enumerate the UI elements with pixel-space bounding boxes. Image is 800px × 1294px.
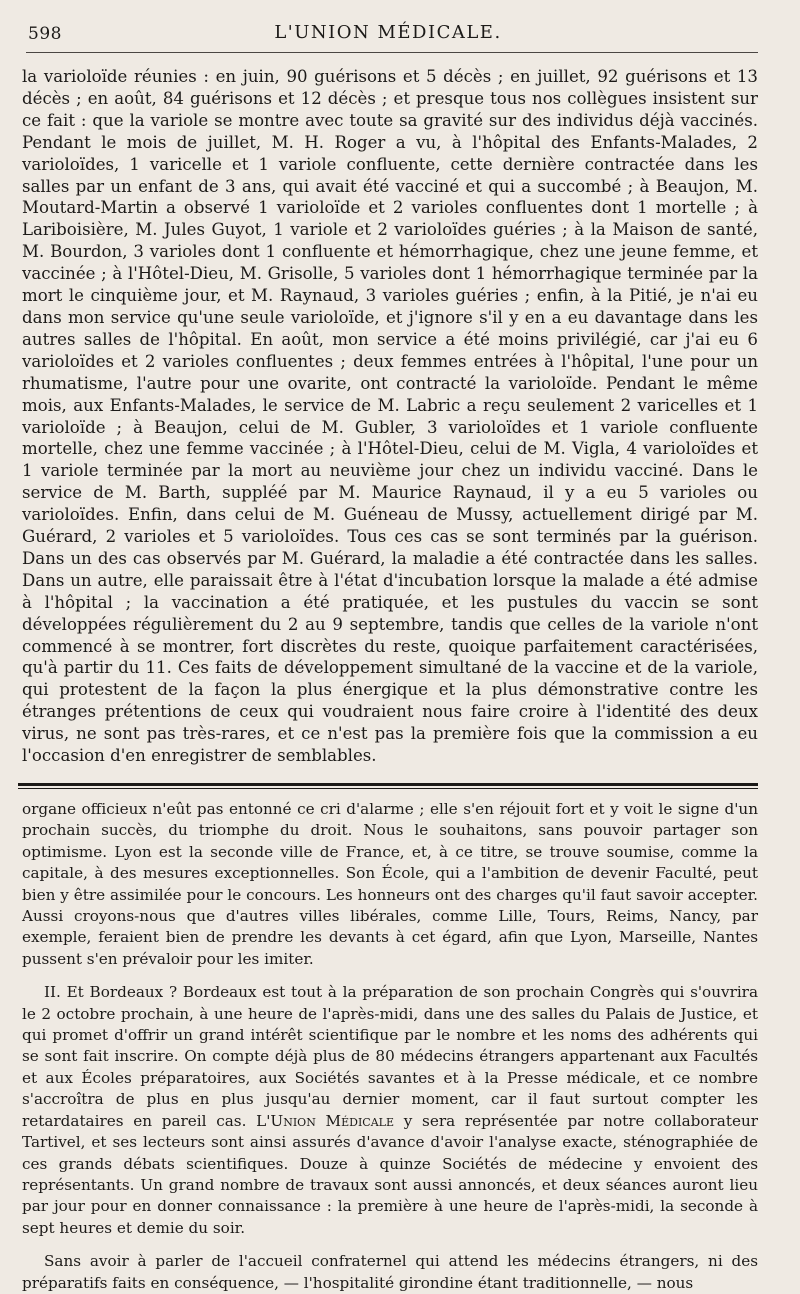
- feuilleton-section: [18, 799, 758, 1294]
- main-paragraph: la varioloïde réunies : en juin, 90 guérisons et 5 décès ; en juillet, 92 guérisons et 13 décès ; en août, 84 guérisons et 12 décès ; et presque tous nos collègues insistent sur ce fait : que la variole se montre avec toute sa gravité sur des individus déjà vaccinés. Pendant le mois de juillet, M. H. Roger a vu, à l'hôpital des Enfants-Malades, 2 varioloïdes, 1 varicelle et 1 variole confluente, cette dernière contractée dans les salles par un enfant de 3 ans, qui avait été vacciné et qui a succombé ; à Beaujon, M. Moutard-Martin a observé 1 varioloïde et 2 varioles confluentes dont 1 mortelle ; à Lariboisière, M. Jules Guyot, 1 variole et 2 varioloïdes guéries ; à la Maison de santé, M. Bourdon, 3 varioles dont 1 confluente et hémorrhagique, chez une jeune femme, et vaccinée ; à l'Hôtel-Dieu, M. Grisolle, 5 varioles dont 1 hémorrhagique terminée par la mort le cinquième jour, et M. Raynaud, 3 varioles guéries ; enfin, à la Pitié, je n'ai eu dans mon service qu'une seule varioloïde, et j'ignore s'il y en a eu davantage dans les autres salles de l'hôpital. En août, mon service a été moins privilégié, car j'ai eu 6 varioloïdes et 2 varioles confluentes ; deux femmes entrées à l'hôpital, l'une pour un rhumatisme, l'autre pour une ovarite, ont contracté la varioloïde. Pendant le même mois, aux Enfants-Malades, le service de M. Labric a reçu seulement 2 varicelles et 1 varioloïde ; à Beaujon, celui de M. Gubler, 3 varioloïdes et 1 variole confluente mortelle, chez une femme vaccinée ; à l'Hôtel-Dieu, celui de M. Vigla, 4 varioloïdes et 1 variole terminée par la mort au neuvième jour chez un individu vacciné. Dans le service de M. Barth, suppléé par M. Maurice Raynaud, il y a eu 5 varioles ou varioloïdes. Enfin, dans celui de M. Guéneau de Mussy, actuellement dirigé par M. Guérard, 2 varioles et 5 varioloïdes. Tous ces cas se sont terminés par la guérison. Dans un des cas observés par M. Guérard, la maladie a été contractée dans les salles. Dans un autre, elle paraissait être à l'état d'incubation lorsque la malade a été admise à l'hôpital ; la vaccination a été pratiquée, et les pustules du vaccin se sont développées régulièrement du 2 au 9 septembre, tandis que celles de la variole n'ont commencé à se montrer, fort discrètes du reste, quoique parfaitement caractérisées, qu'à partir du 11. Ces faits de développement simultané de la vaccine et de la variole, qui protestent de la façon la plus énergique et la plus démonstrative contre les étranges prétentions de ceux qui voudraient nous faire croire à l'identité des deux virus, ne sont pas très-rares, et ce n'est pas la première fois que la commission a eu l'occasion d'en enregistrer de semblables.: [22, 67, 758, 766]
- feuilleton-paragraph-2: [22, 982, 758, 1239]
- feuilleton-paragraph-3: Sans avoir à parler de l'accueil confraternel qui attend les médecins étrangers, ni des préparatifs faits en conséquence, — l'hospitalité girondine étant traditionnelle, — nous: [22, 1252, 758, 1292]
- feuilleton-separator: [18, 783, 758, 789]
- page-number: 598: [28, 24, 62, 44]
- feuilleton-paragraph-1: organe officieux n'eût pas entonné ce cri d'alarme ; elle s'en réjouit fort et y voit le signe d'un prochain succès, du triomphe du droit. Nous le souhaitons, sans pouvoir partager son optimisme. Lyon est la seconde ville de France, et, à ce titre, se trouve soumise, comme la capitale, à des mesures exceptionnelles. Son École, qui a l'ambition de devenir Faculté, peut bien y être assimilée pour le concours. Les honneurs ont des charges qu'il faut savoir accepter. Aussi croyons-nous que d'autres villes libérales, comme Lille, Tours, Reims, Nancy, par exemple, feraient bien de prendre les devants à cet égard, afin que Lyon, Marseille, Nantes pussent s'en prévaloir pour les imiter.: [22, 800, 758, 968]
- feuilleton-paragraph-2-start: II. Et Bordeaux ? Bordeaux est tout à la préparation de son prochain Congrès qui s'ouvrira le 2 octobre prochain, à une heure de l'après-midi, dans une des salles du Palais de Justice, et qui promet d'offrir un grand intérêt scientifique par le nombre et les noms des adhérents qui se sont fait inscrire. On compte déjà plus de 80 médecins étrangers appartenant aux Facultés et aux Écoles préparatoires, aux Sociétés savantes et à la Presse médicale, et ce nombre s'accroîtra de plus en plus jusqu'au dernier moment, car il faut surtout compter les retardataires en pareil cas.: [22, 983, 758, 1130]
- running-title: L'UNION MÉDICALE.: [274, 22, 502, 43]
- journal-name: L'Union Médicale: [256, 1111, 394, 1130]
- header-rule: [26, 52, 758, 53]
- feuilleton-paragraph-2-end: y sera représentée par notre collaborateur Tartivel, et ses lecteurs sont ainsi assurés d'avance d'avoir l'analyse exacte, sténographiée de ces grands débats scientifiques. Douze à quinze Sociétés de médecine y envoient des représentants. Un grand nombre de travaux sont aussi annoncés, et deux séances auront lieu par jour pour en donner connaissance : la première à une heure de l'après-midi, la seconde à sept heures et demie du soir.: [22, 1111, 758, 1237]
- main-article: [18, 66, 758, 767]
- page-header: [18, 0, 758, 56]
